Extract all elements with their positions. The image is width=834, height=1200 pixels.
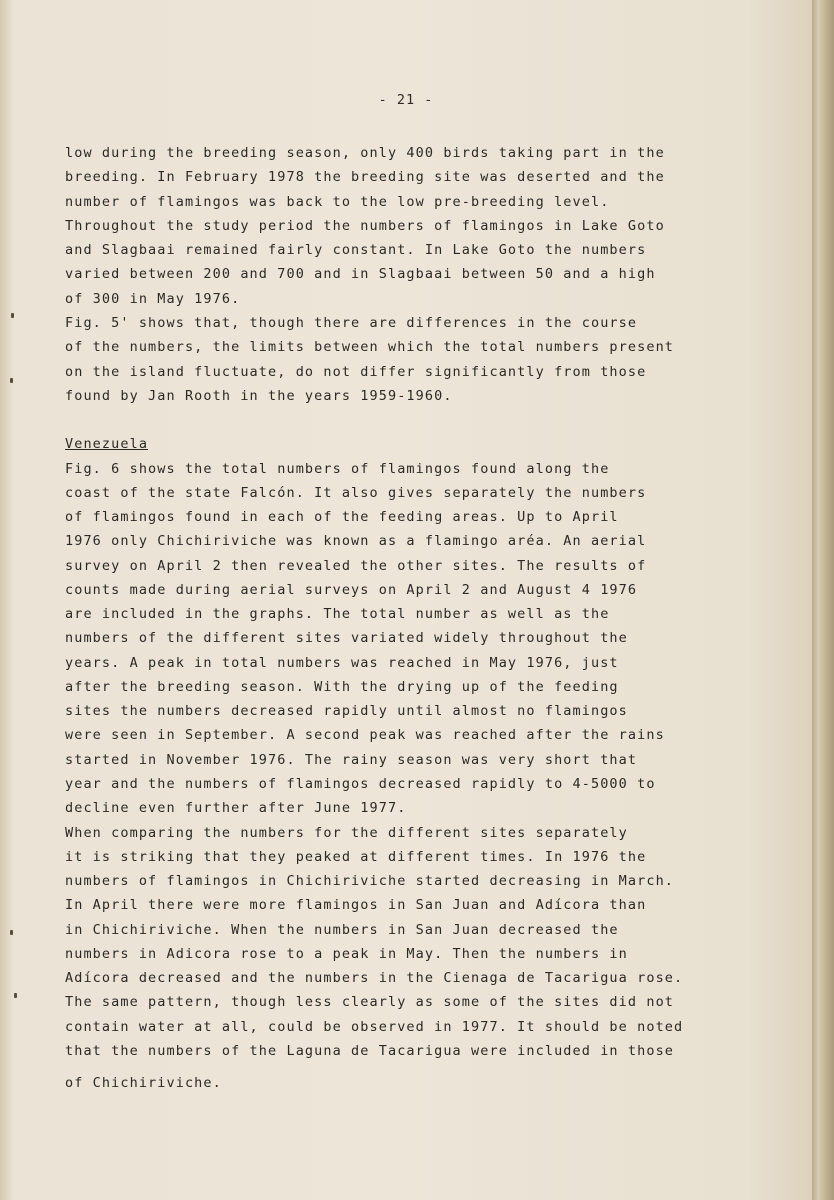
text-line: numbers of flamingos in Chichiriviche started decreasing in March. bbox=[65, 873, 675, 889]
text-line: of Chichiriviche. bbox=[65, 1075, 222, 1091]
text-line: survey on April 2 then revealed the other sites. The results of bbox=[65, 558, 647, 574]
text-line: years. A peak in total numbers was reached in May 1976, just bbox=[65, 655, 619, 671]
binding-mark bbox=[11, 313, 14, 318]
text-line: Fig. 6 shows the total numbers of flamingos found along the bbox=[65, 461, 610, 477]
text-line: year and the numbers of flamingos decreased rapidly to 4-5000 to bbox=[65, 776, 656, 792]
text-line: 1976 only Chichiriviche was known as a flamingo aréa. An aerial bbox=[65, 533, 647, 549]
text-line: low during the breeding season, only 400 birds taking part in the bbox=[65, 145, 665, 161]
text-line: breeding. In February 1978 the breeding site was deserted and the bbox=[65, 169, 665, 185]
text-line: Adícora decreased and the numbers in the Cienaga de Tacarigua rose. bbox=[65, 970, 684, 986]
text-line: it is striking that they peaked at different times. In 1976 the bbox=[65, 849, 647, 865]
text-line: In April there were more flamingos in San Juan and Adícora than bbox=[65, 897, 647, 913]
text-line: sites the numbers decreased rapidly until almost no flamingos bbox=[65, 703, 628, 719]
text-line: coast of the state Falcón. It also gives separately the numbers bbox=[65, 485, 647, 501]
text-line: that the numbers of the Laguna de Tacarigua were included in those bbox=[65, 1043, 675, 1059]
text-line: Throughout the study period the numbers of flamingos in Lake Goto bbox=[65, 218, 665, 234]
text-line: When comparing the numbers for the different sites separately bbox=[65, 825, 628, 841]
text-line: contain water at all, could be observed in 1977. It should be noted bbox=[65, 1019, 684, 1035]
text-line: varied between 200 and 700 and in Slagbaai between 50 and a high bbox=[65, 266, 656, 282]
binding-shadow bbox=[0, 0, 14, 1200]
text-line: of 300 in May 1976. bbox=[65, 291, 241, 307]
text-line: Fig. 5' shows that, though there are differences in the course bbox=[65, 315, 638, 331]
text-line: on the island fluctuate, do not differ significantly from those bbox=[65, 364, 647, 380]
text-line: numbers of the different sites variated widely throughout the bbox=[65, 630, 628, 646]
text-line: number of flamingos was back to the low pre-breeding level. bbox=[65, 194, 610, 210]
text-line: of the numbers, the limits between which the total numbers present bbox=[65, 339, 675, 355]
page-number: - 21 - bbox=[378, 92, 434, 108]
binding-mark bbox=[14, 993, 17, 998]
section-heading: Venezuela bbox=[65, 436, 149, 452]
text-line: were seen in September. A second peak was reached after the rains bbox=[65, 727, 665, 743]
text-line: after the breeding season. With the drying up of the feeding bbox=[65, 679, 619, 695]
binding-mark bbox=[10, 930, 13, 935]
text-line: found by Jan Rooth in the years 1959-1960. bbox=[65, 388, 453, 404]
binding-mark bbox=[10, 378, 13, 383]
text-line: in Chichiriviche. When the numbers in San Juan decreased the bbox=[65, 922, 619, 938]
page-stack-edge bbox=[812, 0, 834, 1200]
text-line: numbers in Adicora rose to a peak in May. Then the numbers in bbox=[65, 946, 628, 962]
text-line: counts made during aerial surveys on April 2 and August 4 1976 bbox=[65, 582, 638, 598]
text-line: started in November 1976. The rainy season was very short that bbox=[65, 752, 638, 768]
text-line: and Slagbaai remained fairly constant. In Lake Goto the numbers bbox=[65, 242, 647, 258]
text-line: decline even further after June 1977. bbox=[65, 800, 407, 816]
text-line: are included in the graphs. The total number as well as the bbox=[65, 606, 610, 622]
text-line: The same pattern, though less clearly as some of the sites did not bbox=[65, 994, 675, 1010]
text-line: of flamingos found in each of the feeding areas. Up to April bbox=[65, 509, 619, 525]
